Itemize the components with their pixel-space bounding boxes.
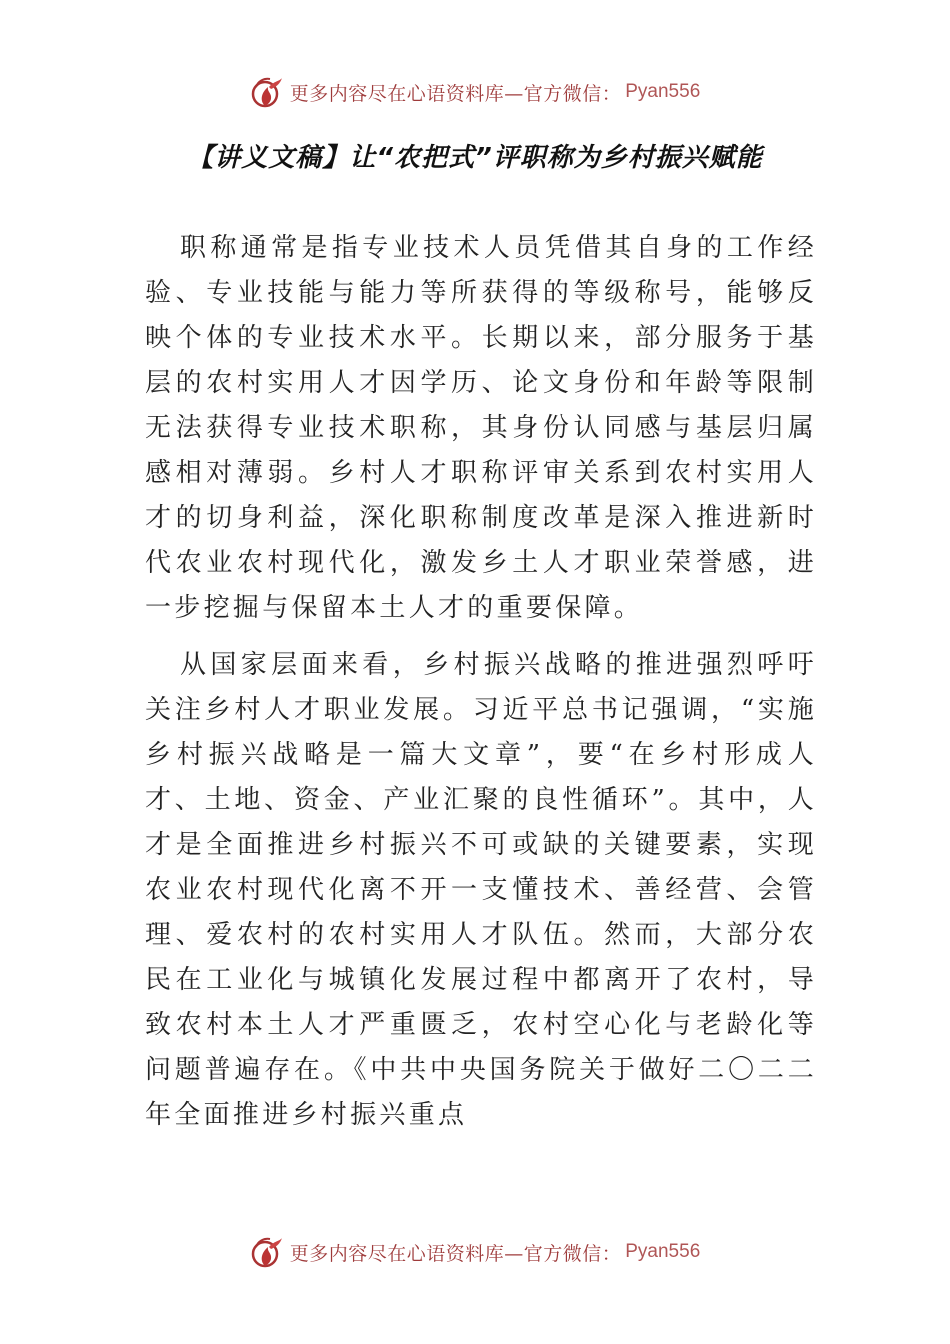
wechat-id: Pyan556 (625, 81, 701, 102)
document-title: 【讲义文稿】让“农把式”评职称为乡村振兴赋能 (187, 143, 763, 173)
banner-text: 更多内容尽在心语资料库—官方微信： (289, 1242, 622, 1265)
header-banner (0, 72, 950, 112)
banner-text: 更多内容尽在心语资料库—官方微信： (289, 82, 622, 105)
document-body (145, 226, 817, 1150)
flame-logo-icon (250, 1235, 284, 1269)
footer-banner (0, 1232, 950, 1272)
wechat-id: Pyan556 (625, 1241, 701, 1262)
paragraph: 职称通常是指专业技术人员凭借其自身的工作经验、专业技能与能力等所获得的等级称号，能够反映个体的专业技术水平。长期以来，部分服务于基层的农村实用人才因学历、论文身份和年龄等限制无法获得专业技术职称，其身份认同感与基层归属感相对薄弱。乡村人才职称评审关系到农村实用人才的切身利益，深化职称制度改革是深入推进新时代农业农村现代化，激发乡土人才职业荣誉感，进一步挖掘与保留本土人才的重要保障。 (145, 233, 817, 623)
flame-logo-icon (250, 75, 284, 109)
paragraph: 从国家层面来看，乡村振兴战略的推进强烈呼吁关注乡村人才职业发展。习近平总书记强调，“实施乡村振兴战略是一篇大文章”，要“在乡村形成人才、土地、资金、产业汇聚的良性循环”。其中，人才是全面推进乡村振兴不可或缺的关键要素，实现农业农村现代化离不开一支懂技术、善经营、会管理、爱农村的农村实用人才队伍。然而，大部分农民在工业化与城镇化发展过程中都离开了农村，导致农村本土人才严重匮乏，农村空心化与老龄化等问题普遍存在。《中共中央国务院关于做好二〇二二年全面推进乡村振兴重点 (145, 650, 817, 1130)
